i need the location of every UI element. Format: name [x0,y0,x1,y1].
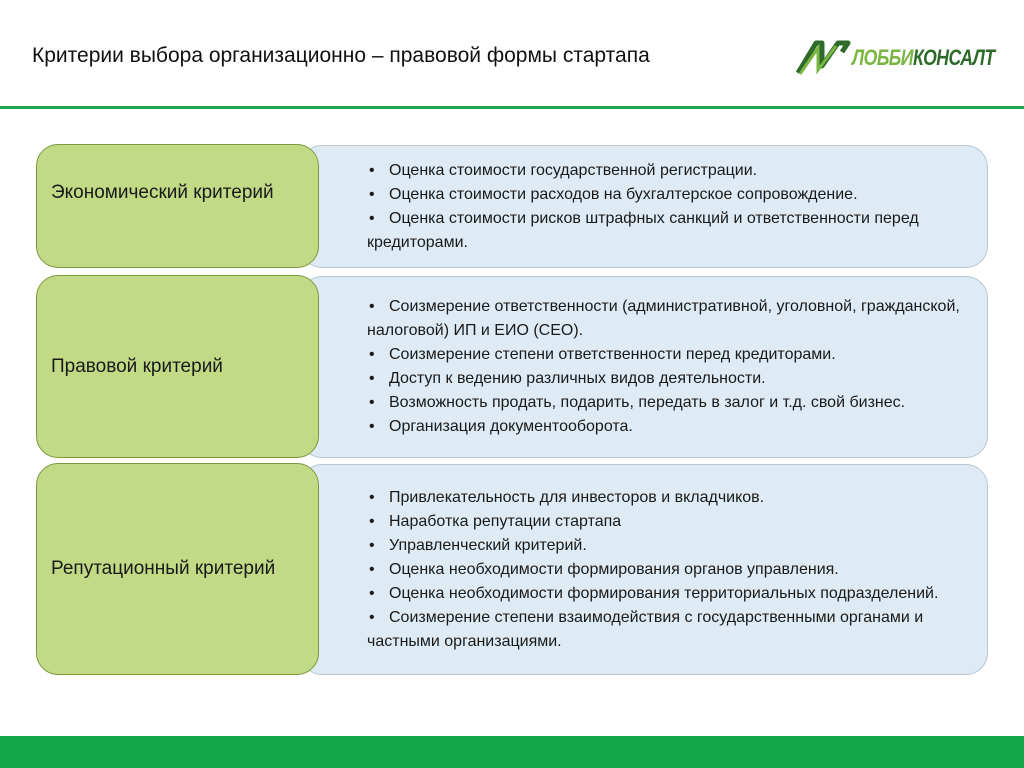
list-item: • Оценка стоимости расходов на бухгалтерское сопровождение. [369,185,858,203]
criterion-label-box [36,275,319,458]
criterion-details-list [367,159,987,255]
criterion-row-legal [0,275,1024,458]
logo-text-part2: КОНСАЛТ [912,45,995,70]
criterion-label-box [36,144,319,268]
list-item: • Организация документооборота. [369,418,633,435]
list-item: • Соизмерение степени взаимодействия с государственными органами и частными организациями. [367,608,924,650]
list-item: • Соизмерение степени ответственности перед кредиторами. [369,346,836,363]
criterion-details-panel [300,276,988,458]
criterion-row-economic [0,144,1024,268]
list-item: • Оценка необходимости формирования территориальных подразделений. [369,584,939,602]
logo-text-part1: ЛОББИ [852,45,913,70]
header-divider [0,106,1024,109]
list-item: • Оценка стоимости рисков штрафных санкций и ответственности перед кредиторами. [367,209,919,251]
list-item: • Привлекательность для инвесторов и вкладчиков. [369,488,765,506]
list-item: • Управленческий критерий. [369,536,587,554]
footer-bar [0,736,1024,768]
criterion-details-panel [300,145,988,268]
list-item: • Соизмерение ответственности (административной, уголовной, гражданской, налоговой) ИП и ЕИО (CEO). [367,298,960,339]
lv-mark-icon [796,40,856,76]
criterion-details-panel [300,464,988,675]
list-item: • Наработка репутации стартапа [369,512,622,530]
criterion-label: Экономический критерий [51,182,274,203]
criterion-row-reputation [0,463,1024,675]
company-logo [796,40,998,76]
criterion-details-list [367,295,987,439]
list-item: • Оценка стоимости государственной регистрации. [369,161,758,179]
logo-text [852,45,995,71]
list-item: • Возможность продать, подарить, передать в залог и т.д. свой бизнес. [369,394,906,411]
criterion-details-list [367,486,987,654]
criterion-label: Репутационный критерий [51,558,276,579]
list-item: • Оценка необходимости формирования органов управления. [369,560,839,578]
criterion-label-box [36,463,319,675]
slide-title: Критерии выбора организационно – правовой формы стартапа [32,44,650,67]
list-item: • Доступ к ведению различных видов деятельности. [369,370,766,387]
criterion-label: Правовой критерий [51,355,223,377]
